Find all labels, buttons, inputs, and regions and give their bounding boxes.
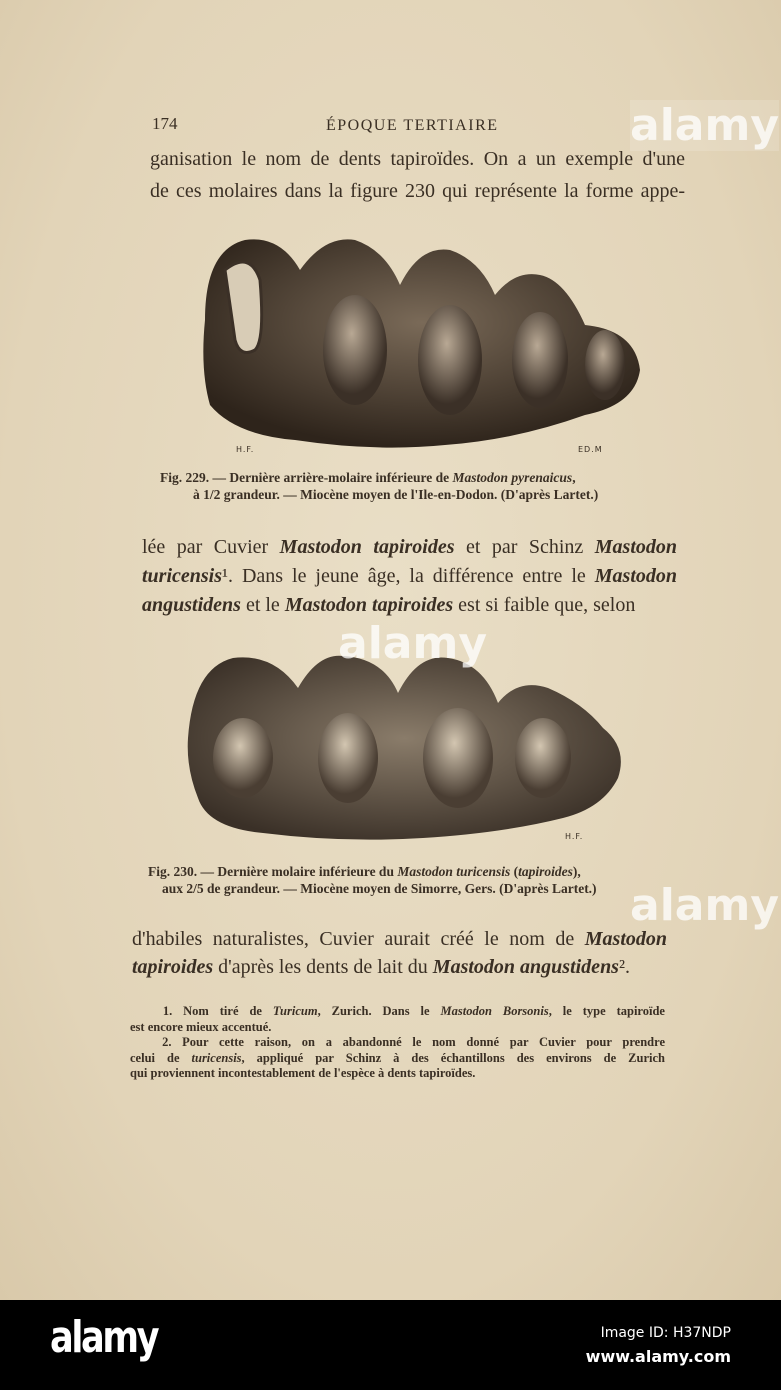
text: ( [510, 864, 519, 879]
italic-text: turicensis [191, 1050, 242, 1065]
italic-text: tapiroides [518, 864, 573, 879]
italic-text: Mastodon [594, 565, 677, 587]
text-line [130, 1004, 665, 1019]
page-number: 174 [152, 114, 178, 133]
engraver-signature: H.F. [236, 445, 255, 454]
text: 2. Pour cette raison, on a abandonné le nom donné par Cuvier pour prendre [130, 1035, 665, 1049]
text: est si faible que, selon [453, 594, 636, 616]
watermark: alamy [630, 100, 779, 151]
text-line [148, 864, 581, 880]
engraver-signature: ED.M [578, 445, 603, 454]
text: ganisation le nom de dents tapiroïdes. On a un exemple d'une [150, 148, 685, 170]
text: à 1/2 grandeur. — Miocène moyen de l'Ile-en-Dodon. (D'après Lartet.) [193, 487, 599, 502]
text-line [132, 956, 667, 979]
text: 1. Nom tiré de [130, 1004, 273, 1018]
text-line [193, 487, 598, 503]
italic-text: Turicum [272, 1004, 318, 1018]
text-line [142, 536, 677, 559]
text-line [142, 565, 677, 588]
italic-text: Mastodon angustidens [432, 956, 619, 978]
image-id: Image ID: H37NDP [600, 1325, 731, 1341]
text-line [150, 148, 685, 171]
text: et par Schinz [454, 536, 595, 558]
text: lée par Cuvier [142, 536, 280, 558]
text: d'habiles naturalistes, Cuvier aurait créé le nom de [132, 928, 585, 950]
text-line [142, 594, 677, 617]
alamy-footer-bar [0, 1300, 781, 1390]
italic-text: tapiroides [132, 956, 214, 978]
text-line [162, 881, 597, 897]
italic-text: turicensis [142, 565, 223, 587]
italic-text: Mastodon pyrenaicus [452, 470, 573, 485]
italic-text: Mastodon tapiroides [279, 536, 455, 558]
text: Fig. 230. — Dernière molaire inférieure du [148, 864, 398, 879]
text: ². [618, 956, 630, 978]
italic-text: Mastodon [584, 928, 667, 950]
figure-230-molar-engraving [183, 648, 628, 848]
text: Fig. 229. — Dernière arrière-molaire inférieure de [160, 470, 453, 485]
text-line [130, 1020, 665, 1035]
watermark: alamy [338, 618, 487, 669]
text: , Zurich. Dans le [317, 1004, 441, 1018]
text: ), [572, 864, 581, 879]
text: d'après les dents de lait du [213, 956, 433, 978]
text: et le [240, 594, 285, 616]
text-line [132, 928, 667, 951]
alamy-logo: alamy [50, 1312, 158, 1363]
text: , appliqué par Schinz à des échantillons des environs de Zurich [241, 1050, 665, 1065]
italic-text: Mastodon [594, 536, 678, 558]
alamy-url: www.alamy.com [585, 1347, 731, 1366]
text: aux 2/5 de grandeur. — Miocène moyen de Simorre, Gers. (D'après Lartet.) [162, 881, 597, 896]
text-line [130, 1035, 665, 1050]
text: , [572, 470, 576, 485]
text: celui de [130, 1050, 192, 1065]
italic-text: angustidens [142, 594, 241, 616]
italic-text: Mastodon turicensis [397, 864, 511, 879]
text: , le type tapiroïde [548, 1004, 665, 1018]
watermark: alamy [630, 880, 779, 931]
text: est encore mieux accentué. [130, 1019, 272, 1034]
italic-text: Mastodon Borsonis [440, 1004, 549, 1018]
text: de ces molaires dans la figure 230 qui représente la forme appe- [150, 180, 685, 202]
running-title: ÉPOQUE TERTIAIRE [326, 117, 499, 134]
italic-text: Mastodon tapiroides [284, 594, 454, 616]
figure-229-molar-engraving [195, 230, 645, 460]
text-line [160, 470, 576, 486]
text: qui proviennent incontestablement de l'espèce à dents tapiroïdes. [130, 1066, 476, 1080]
text-line [130, 1051, 665, 1066]
engraver-signature: H.F. [565, 832, 584, 841]
text-line [130, 1066, 665, 1081]
text-line [150, 180, 685, 203]
text: ¹. Dans le jeune âge, la différence entre le [222, 565, 595, 587]
